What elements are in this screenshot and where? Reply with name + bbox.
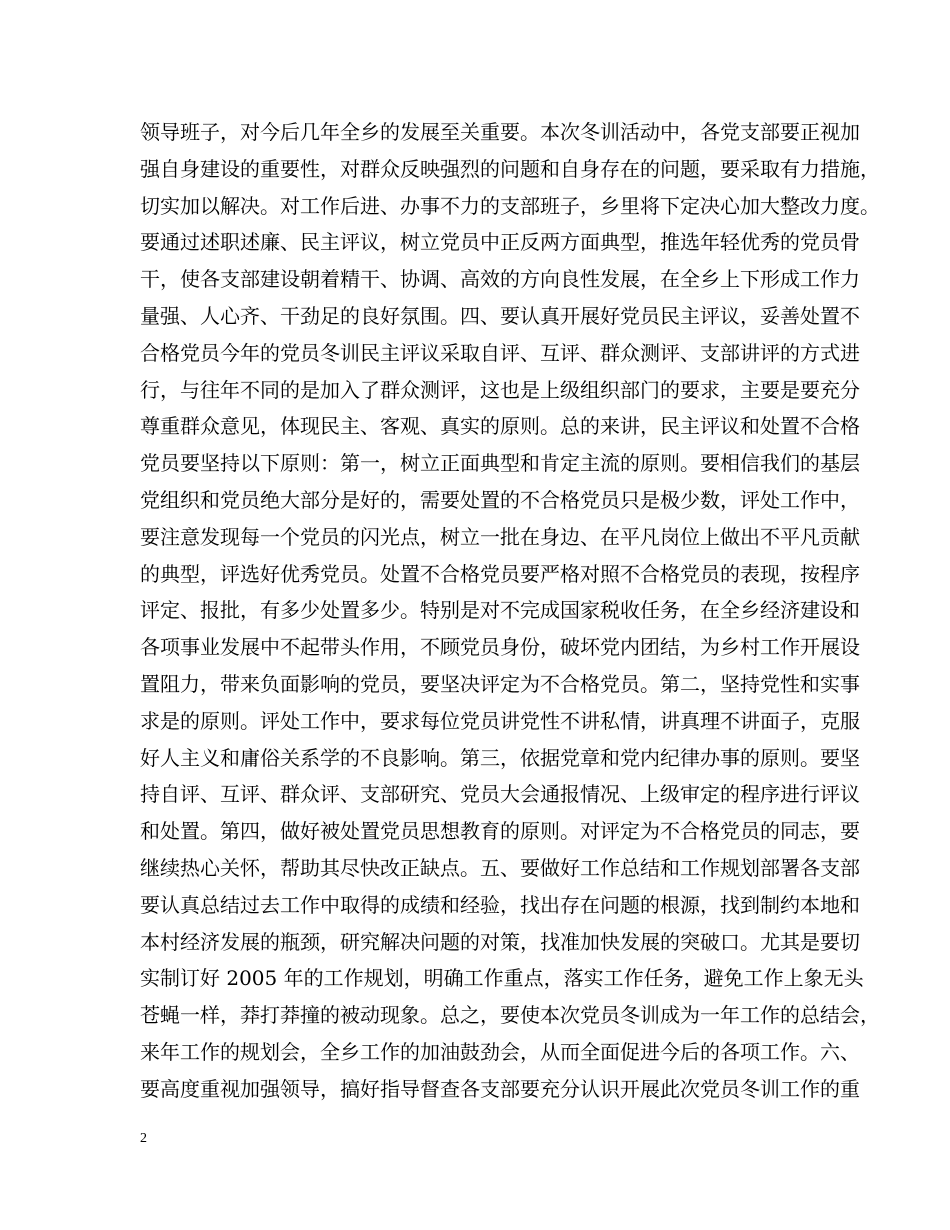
text-line: 量强、人心齐、干劲足的良好氛围。四、要认真开展好党员民主评议，妥善处置不: [140, 303, 860, 328]
text-line: 苍蝇一样，莽打莽撞的被动现象。总之，要使本次党员冬训成为一年工作的总结会，: [140, 1003, 880, 1028]
text-line: 合格党员今年的党员冬训民主评议采取自评、互评、群众测评、支部讲评的方式进: [140, 340, 860, 365]
text-line: 切实加以解决。对工作后进、办事不力的支部班子，乡里将下定决心加大整改力度。: [140, 193, 880, 218]
text-line: 强自身建设的重要性，对群众反映强烈的问题和自身存在的问题，要采取有力措施，: [140, 156, 880, 181]
text-line: 评定、报批，有多少处置多少。特别是对不完成国家税收任务，在全乡经济建设和: [140, 598, 860, 623]
text-line: 各项事业发展中不起带头作用，不顾党员身份，破坏党内团结，为乡村工作开展设: [140, 635, 860, 660]
body-text: [140, 114, 880, 1108]
text-line: 尊重群众意见，体现民主、客观、真实的原则。总的来讲，民主评议和处置不合格: [140, 414, 860, 439]
text-line: 行，与往年不同的是加入了群众测评，这也是上级组织部门的要求，主要是要充分: [140, 377, 860, 402]
text-line: 求是的原则。评处工作中，要求每位党员讲党性不讲私情，讲真理不讲面子，克服: [140, 708, 860, 733]
text-line: 好人主义和庸俗关系学的不良影响。第三，依据党章和党内纪律办事的原则。要坚: [140, 745, 860, 770]
text-line: 要通过述职述廉、民主评议，树立党员中正反两方面典型，推选年轻优秀的党员骨: [140, 230, 860, 255]
text-line: 置阻力，带来负面影响的党员，要坚决评定为不合格党员。第二，坚持党性和实事: [140, 671, 860, 696]
text-line: 要注意发现每一个党员的闪光点，树立一批在身边、在平凡岗位上做出不平凡贡献: [140, 524, 860, 549]
text-line: 本村经济发展的瓶颈，研究解决问题的对策，找准加快发展的突破口。尤其是要切: [140, 929, 860, 954]
text-line: 继续热心关怀，帮助其尽快改正缺点。五、要做好工作总结和工作规划部署各支部: [140, 855, 860, 880]
text-line: 党员要坚持以下原则：第一，树立正面典型和肯定主流的原则。要相信我们的基层: [140, 451, 860, 476]
text-line: 持自评、互评、群众评、支部研究、党员大会通报情况、上级审定的程序进行评议: [140, 782, 860, 807]
text-line: 要认真总结过去工作中取得的成绩和经验，找出存在问题的根源，找到制约本地和: [140, 892, 860, 917]
text-line: 党组织和党员绝大部分是好的，需要处置的不合格党员只是极少数，评处工作中，: [140, 487, 860, 512]
text-line: 的典型，评选好优秀党员。处置不合格党员要严格对照不合格党员的表现，按程序: [140, 561, 860, 586]
page-number: 2: [140, 1131, 147, 1146]
text-line: 和处置。第四，做好被处置党员思想教育的原则。对评定为不合格党员的同志，要: [140, 819, 860, 844]
text-line: 干，使各支部建设朝着精干、协调、高效的方向良性发展，在全乡上下形成工作力: [140, 267, 860, 292]
text-line: 领导班子，对今后几年全乡的发展至关重要。本次冬训活动中，各党支部要正视加: [140, 120, 860, 144]
text-line: 实制订好 2005 年的工作规划，明确工作重点，落实工作任务，避免工作上象无头: [140, 966, 864, 991]
text-line: 要高度重视加强领导，搞好指导督查各支部要充分认识开展此次党员冬训工作的重: [140, 1076, 860, 1101]
text-line: 来年工作的规划会，全乡工作的加油鼓劲会，从而全面促进今后的各项工作。六、: [140, 1039, 860, 1064]
